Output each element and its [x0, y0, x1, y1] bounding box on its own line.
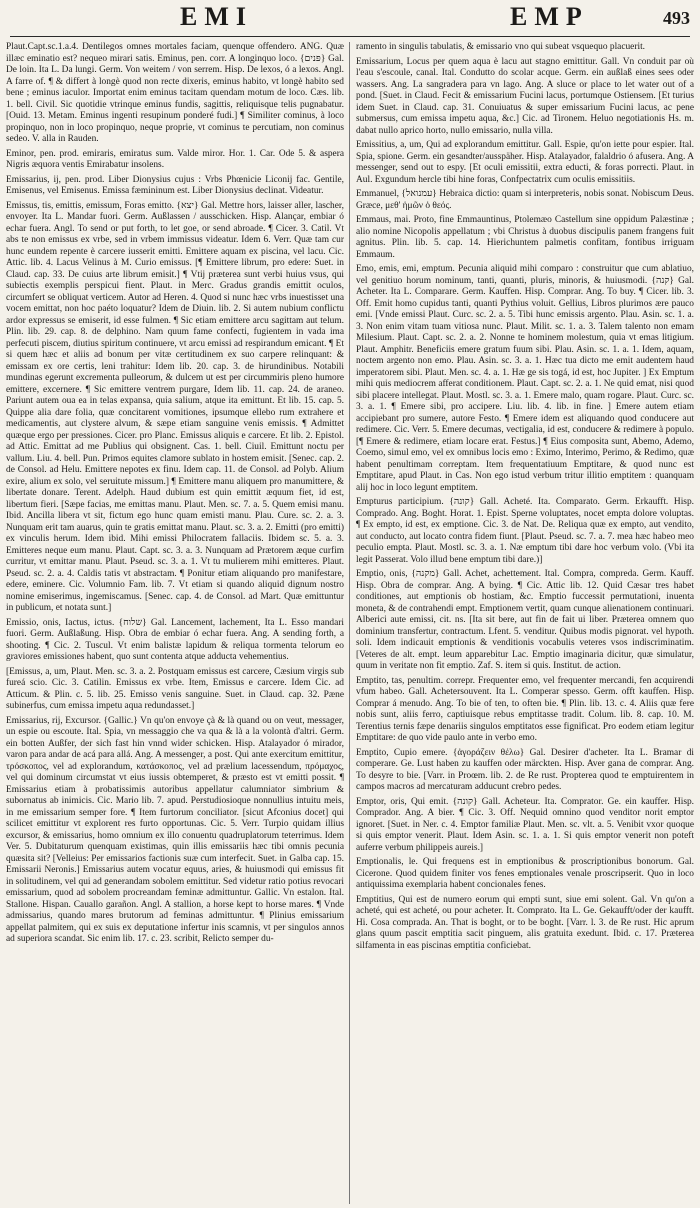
entry-paragraph: Empturus participium. {קונה} Gall. Acheté. Ita. Comparato. Germ. Erkaufft. Hisp. Comprado. Ang. Boght. Horat. 1. Epist. Sperne voluptates, nocet empta dolore voluptas. ¶ Ex empto, id est, ex emptione. Cic. 3. de Nat. De. Reliqua quæ ex empto, aut vendito, aut conducto, aut locato contra fidem fiunt. [Plaut. Pseud. sc. 7. a. 7. mea hæc habeo meo peculio empta. Plaut. Mostl. sc. 3. a. 1. Næ emptum tibi dare hoc verbum volo. (Vbi ita legit Passerat. Volo illud bene emptum tibi dare.)]	[356, 497, 694, 565]
entry-paragraph: Emissarium, Locus per quem aqua è lacu aut stagno emittitur. Gall. Vn conduit par où l'eau s'escoule, canal. Ital. Condutto do scolar acque. Germ. ein außlaß eines sees oder wassers. Ang. La sangradera para vn lago. Ang. A sluce or place to let water out of a pond. [Suet. in Claud. Fecit & emissarium Fucini lacus, portumque Ostiensem. [Et turius idem Suet. in Claud. cap. 31. Conuiuatus & super emissarium Fucini lacus, ac pene submersus, cum emissa impetu aqua, &c.] Cic. ad Tironem. Heluo negotiationis Hs. m. dabat nullo aprico horto, nullo emissario, nulla villa.	[356, 56, 694, 136]
page-header	[10, 0, 690, 37]
entry-paragraph: Emissarius, rij, Excursor. {Gallic.} Vn qu'on envoye çà & là quand ou on veut, messager, un espie ou escoute. Ital. Spia, vn messaggio che va qua & là a la volontà d'altri. Germ. ein botten Außfer, der sich fast hin vnnd wider schicken. Hisp. Atalayador ó mirador, varon para andar de acá para allá. Ang. A messenger, a post. Qui ante exercitum emittitur, τρόσκοπος, vel ad explorandum, κατάσκοπος, vel ad prælium lacessendum, πρόμαχος, vel qui dominum circumstat vt eius iussis obtemperet, & præsto est vt emitti possit. ¶ Emissarius etiam à probatissimis autoribus appellatur calumniator simbrium & subornatus ab inimicis. Cic. Mario lib. 7. apud. Perstudiosioque nonnullius intuitu meis, in me emissarium semper fore. ¶ Item furtorum conciliator. [sicut Afconius docet] qui scilicet emittitur vt explorent res furto opportunas. Cic. 5. Verr. Turpio quidam illius excursor, & emissarius, homo omnium ex illo conuentu quadruplatorum teterrimus. Idem Ver. 5. Dubitaturum quenquam existimas, quin illis emissariis hæc tibi omnis pecunia quæsita sit? [Velleius: Per emissarios factionis suæ cum interfecit. Suet. in Galba cap. 15. Emissarii Neronis.] Emissarius autem vocatur equus, aries, & huiusmodi qui emissus fit in solitudinem, vel qui ad generandam sobolem emittitur. Sed videtur ratio potius revocari emissarium, quod ad sobolem procreandam feminæ admittuntur. Gallic. Vn estalon. Ital. Stallone. Hispan. Cauallo garañon. Angl. A stallion, a horse kept to horse mares. ¶ Vnde admissarius, quando mares brutorum ad feminas admittuntur. ¶ Plinius emissarium appellat palmitem, qui ex suis ex deputatione infertur inis scamnis, vt per singulos annos ad superiora scandat. Sic enim lib. 17. c. 23. scribit, Relicto semper du-	[6, 715, 344, 944]
entry-paragraph: Emo, emis, emi, emptum. Pecunia aliquid mihi comparo : construitur que cum ablatiuo, vel genitiuo horum nominum, tanti, quanti, pluris, minoris, & huiusmodi. {קנה} Gal. Acheter. Ita L. Comparare. Germ. Kauffen. Hisp. Comprar. Ang. To buy. ¶ Cicer. lib. 3. Off. Emit homo cupidus tanti, quanti Pythius voluit. Gellius, Libros plurimos ære pauco emi. [Vnde emissi Plaut. Curc. sc. 2. a. 5. Tibi hunc emissis argento. Plau. Asin. sc. 1. a. 3. Non enim vitam tuam vitiosa nunc. Plaut. Milit. sc. 1. a. 3. Talem talento non emam Milesium. Plaut. Capt. sc. 2. a. 2. Nonne te hominem molestum, quia vt emas litigium. Plaut. Amphitr. Beneficiis emere gratum fuum sibi. Plau. Asin. sc. 1. a. 1. Idem, aquam, noctem argento non emo. Plau. Asin. sc. 3. a. 1. Hæc tua dicto me emit audentem haud imperatorem sibi. Plaut. Men. sc. 4. a. 1. Hæ ge sis togá, id est, hoc Jupiter. ] Ex Emptum mihi quis mediocrem afferat conditionem. Plaut. Capt. sc. 2. a. 1. Ne quid emat, nisi quod sibi placere intellegat. Plaut. Mostl. sc. 3. a. 1. Emere malo, quam rogare. Plaut. Curc. sc. 3. a. 1. ¶ Emere sibi, pro accipere. Liu. lib. 4. lib. in fine. ] Emere autem etiam accipiebant pro sumere, autore Festo. ¶ Emere idem est aliquando quod conducere aut redimere. Cic. Verr. 5. Emere decumas, vectigalia, id est, conducere & redimere à populo. [¶ Emere & redimere, etiam locare erat. Festus.] ¶ Eius composita sunt, Abemo, Ademo, Coemo, simul emo, vel ex omnibus locis emo : Eximo, Interimo, Perimo, & Redimo, quæ habent penultimam correptam. Item frequentatiuum Emptitare, & quod nunc est Emptitare, apud Plaut. in Cas. Non ego istud verbum tritur illitio emptitem : quanquam alij hoc in loco legunt emptitem.	[356, 264, 694, 493]
right-column	[356, 42, 694, 1204]
entry-paragraph: Emissarius, ij, pen. prod. Liber Dionysius cujus : Vrbs Phœnicie Liconij fac. Gentile, Emisenus, vel Emisenus. Emissa fæmininum est. Liber Dionysius declinat. Videatur.	[6, 174, 344, 196]
entry-paragraph: Emptionalis, le. Qui frequens est in emptionibus & proscriptionibus bonorum. Gal. Cicerone. Quod quidem finiter vos fenes emptionales venale proscripserit. Quo in loco antiquissima exemplaria habent concionales fenes.	[356, 857, 694, 890]
page-number: 493	[663, 8, 690, 28]
entry-paragraph: Emptor, oris, Qui emit. {קונה} Gall. Acheteur. Ita. Comprator. Ge. ein kauffer. Hisp. Comprador. Ang. A bier. ¶ Cic. 3. Off. Nequid omnino quod venditor norit emptor ignoret. [Suet. in Ner. c. 4. Emptor familiæ Plaut. Men. sc. vlt. a. 5. Venibit vxor quoque si quis emptor venerit. Plaut. Idem Asin. sc. 1. a. 1. Si quis emptor venerit non poteft auferre verbum philippeis aureis.]	[356, 796, 694, 853]
column-divider	[349, 42, 350, 1204]
entry-paragraph: [Emissus, a, um, Plaut. Men. sc. 3. a. 2. Postquam emissus est carcere, Cæsium virgis sub fureá scio. Cic. 3. Catilin. Emissus ex vrbe. Item, Emissus e carcere. Idem Cic. ad Atticum. & Plin. c. 5. lib. 25. Emisso venis sanguine. Suet. in Claud. cap. 32. Pæne subinerfus, cum emissa impetu aqua redundasset.]	[6, 666, 344, 711]
entry-paragraph: Emmanuel, {עמנואל} Hebraica dictio: quam si interpreteris, nobis sonat. Nobiscum Deus. Græce, μεθ' ἡμῶν ὁ θεός.	[356, 189, 694, 211]
left-column	[6, 42, 344, 1204]
entry-paragraph: Emptio, onis, {מקנה} Gall. Achet, achettement. Ital. Compra, compreda. Germ. Kauff. Hisp. Obra de comprar. Ang. A bying. ¶ Cic. Attic lib. 12. Quid Cæsar tres habet conditiones, aut emptionis ob hostiam, &c. Emptio fuccessit permutationi, inuenta moneta, & de contrahendi empt. Emptionem vertit, quam cunque alienationem continuari. Alberici aute emissi, cit. ns. [Ita sit bere, aut fin de fait ui liber. Præterea omnem quo dominium transfertur, contractum. Lfent. 5. venditur. Quibus modis pignorat. vel hypoth. soli. Idem indicauit emptionis & venditionis vocabulis veteres vsos indiscriminatim. [Veteres de alt. empt. leum apparebitur Lac. Emptio imaginaria dicitur, quæ simulatur, quum in veritate non fit emptio. Zaf. S. item si quis. Institut. de action.	[356, 569, 694, 671]
running-head-left: EMI	[180, 2, 253, 31]
entry-paragraph: Emissitius, a, um, Qui ad explorandum emittitur. Gall. Espie, qu'on iette pour espier. Ital. Spia, spione. Germ. ein gesandter/ausspäher. Hisp. Atalayador, falaldrio ó afusera. Ang. A messenger, send out to espy. [Et oculi emissitii, extra educti, & foras porrecti. Plaut. in Aul. Exgundum hercle tibi hine foras, Confpectatrix cum oculis emissitiis.	[356, 140, 694, 185]
entry-paragraph: Emissio, onis, Iactus, ictus. {שלוח} Gal. Lancement, lachement, Ita L. Esso mandari fuori. Germ. Außlaßung. Hisp. Obra de embiar ó echar fuera. Ang. A sending forth, a shooting. ¶ Cic. 2. Tuscul. Vt enim balistæ lapidum & reliqua tormenta telorum eo graviores emissiones habent, quo sunt contenta atque adducta vehementius.	[6, 617, 344, 662]
entry-paragraph: Emissus, tis, emittis, emissum, Foras emitto. {יצא} Gal. Mettre hors, laisser aller, lascher, envoyer. Ita L. Mandar fuori. Germ. Außlassen / ausschicken. Hisp. Alançar, embiar ó echar fuera. Angl. To send or put forth, to let goe, or send abroade. ¶ Cicer. 3. Catil. Vt abs te non emissus ex vrbe, sed in vrbem immissus videatur. Idem 6. Verr. Quæ tam cur hunc eundem repente è carcere iusserit emitti. Emittere aquam ex piscina, vel lacu. Cic. Attic. lib. 4. Lacus Velinus à M. Curio emissus. [¶ Emittere librum, pro edere: Suet. in Claud. cap. 33. De cuius arte librum emisit.] ¶ Vtij præterea sunt verbi huius vsus, qui subiectis exemplis perspicui fient. Plaut. in Merc. Gradus grandis emittit oculos, circumfert se obliquat verticem. Autor ad Heren. 4. Quod si nunc hæc vrbs inuestisset una vocem emittat, non hoc paéto loquatur? Idem de Diuin. lib. 2. Si autem nubium conflictu ardor expressus se emiserit, id esse fulmen. ¶ Sic etiam emittere arcu sagittam aut telum. Plin. lib. 29. cap. 8. de delphino. Nam quum fame confecti, fugientem in vada ima perfecuti piscem, diutius spiritum continuere, vt arcu emissi ad respirandum emicant. ¶ Et si quem hæc et aliis ad bonum per vitæ certitudinem ex suo carpere relinquant: & emissam ex ore certis, leni trahitur: Idem lib. 20. cap. 3. de hirundinibus. Notabili mundinas egerunt excrementa pulleorum, & dulcem ut est per circummiris pleno humore emittere, excernere. ¶ Sic emittere ventrem purgare, Idem lib. 11. cap. 24. de araneo. Pariunt autem oua ea in telas expansa, quia salium, atque ita emittunt. Et lib. 15. cap. 5. Quippe alia dare folia, quæ concitarent vomitiones, ipsumque ellebo rum extrahere et medicamentis, aut clystere alvum, & sæpe etiam sanguine venis emissis. ¶ Admittet quæque ergo per pressiones. Cicer. pro Planc. Emissus aliquis e carcere. Et lib. 2. Epistol. ad Attic. Emittat ad me Publius qui obsignent. Cas. 1. bell. Ciuil. Emittunt noctu per vallum. Liu. 4. bell. Pun. Primos equites clamore sublato in hostem emisit. [Senec. cap. 2. de Consol. ad Helu. Emittere nepotes ex finu. Idem cap. 11. de Consol. ad Polyb. Alium exire, alium ex solo, vel seruitute missum.] ¶ Emittere manu aliquem pro manumittere, & libertate donare. Terent. Adelph. Haud dubium est quin emittit æquum fiet, id est, libertum fieri. [Sæpe facias, me emittas manu. Plaut. Men. sc. 7. a. 5. Quem emisi manu. Ibid. Ancilla libera vt sit, fictum ego hunc quam emisti manu. Plau. Cure. sc. 2. a. 3. Nunquam erit tam auarus, quin te gratis emittat manu. Plaut. sc. 3. a. 2. Emitti (pro emitti) ex vinculis herum. Idem ibid. Mihi emissi Philocratem fallaciis. Ibidem sc. 5. a. 3. Emitteres neque eum manu. Plaut. Capt. sc. 3. a. 3. Nunquam ad Prætorem æque curfim curritur, vt emittar manu. Plaut. Pseud. sc. 3. a. 1. Vt tu mulierem mihi emitteres. Plaut. Pseud. sc. 2. a. 4. Caldis tatis vt abstractam. ¶ Ponitur etiam aliquando pro manifestare, edere, eminere. Cic. Volumnio Fam. lib. 7. Vt etiam si quando aliquid dignum nostro nomine emiserimus, ingemiscamus. [Senec. cap. 4. de Consol. ad Mart. Quæ emittuntur in publicum, et notata sunt.]	[6, 200, 344, 613]
running-head-right: EMP	[510, 2, 589, 31]
entry-paragraph: Plaut.Capt.sc.1.a.4. Dentilegos omnes mortales faciam, quenque offendero. ANG. Quæ illæc eminatio est? nequeo mirari satis. Eminus, pen. corr. A longinquo loco. {פּנים} Gal. De loin. Ita L. Da lungi. Germ. Von weitem / von serrem. Hisp. De lexos, ó a lexos. Angl. A farre of. ¶ & differt à longè quod non recte dixeris, eminus habito, vt longè habito sed bene ; eminus iaculor. Importat enim eminus tacitam quendam motum de loco. Cæs. lib. 1. bell. Civil. Sic quotidie vtrinque eminus fundis, sagittis, reliquisque telis pugnabatur. [Ouid. 13. Metam. Eminus ingenti resupinum ponderé fudi.] ¶ Similiter cominus, à loco propinquo, non in loco propinquo, neque proprie, vt cominus te percutiam, non cominus sedeo. V. alla in Rauden.	[6, 42, 344, 144]
entry-paragraph: Emmaus, mai. Proto, fine Emmauntinus, Ptolemæo Castellum sine oppidum Palæstinæ ; alio nomine Nicopolis appellatum ; vbi Christus à duobus discipulis panem frangens fuit agnitus. Plin. lib. 5. cap. 14. Hierichuntem palmetis confitam, fontibus irriguam Emmaum.	[356, 215, 694, 260]
entry-paragraph: Emptitius, Qui est de numero eorum qui empti sunt, siue emi solent. Gal. Vn qu'on a acheté, qui est acheté, ou pour acheter. It. Comprato. Ita L. Ge. Gekaufft/oder der kaufft. Hi. Cosa comprada. An. That is boght, or to be boght. [Varr. l. 3. de Re rust. Hic aprum glans quum pascit emptitia sacit pinguem, alis gratuita exedunt. Ibid. c. 17. Præterea silfamenta in eas piscinas emptitia conficiebat.	[356, 894, 694, 951]
entry-paragraph: Emptito, Cupio emere. {ἀγοράζειν θέλω} Gal. Desirer d'acheter. Ita L. Bramar di comperare. Ge. Lust haben zu kauffen oder märckten. Hisp. Aver gana de comprar. Ang. To desyre to bie. [Varr. in Proœm. lib. 2. de Re rust. Propterea quod te emptuirentem in campos macros ad mercaturam adducunt crebro pedes.	[356, 747, 694, 792]
entry-paragraph: Eminor, pen. prod. emiraris, emiratus sum. Valde miror. Hor. 1. Car. Ode 5. & aspera Nigris æquora ventis Emirabatur insolens.	[6, 148, 344, 170]
entry-paragraph: ramento in singulis tabulatis, & emissario vno qui subeat vsquequo placuerit.	[356, 42, 646, 52]
entry-paragraph: Emptito, tas, penultim. correpr. Frequenter emo, vel frequenter mercandi, fen acquirendi vfum habeo. Gall. Achetersouvent. Ita L. Comperar spesso. Germ. offt kauffen. Hisp. Comprar á menudo. Ang. To bie of ten, to often bie. ¶ Plin. lib. 13. c. 4. Aliis quæ fere nobis sunt, aliis ferro, captiuisque rebus emptitasse tradit. Colum. lib. 8. cap. 10. M. Terentius ternis fæpe denariis singulos emptitatos esse fignificat. Pro eodem etiam legitur Emptitare: de quo vide paulo ante in verbo emo.	[356, 675, 694, 743]
